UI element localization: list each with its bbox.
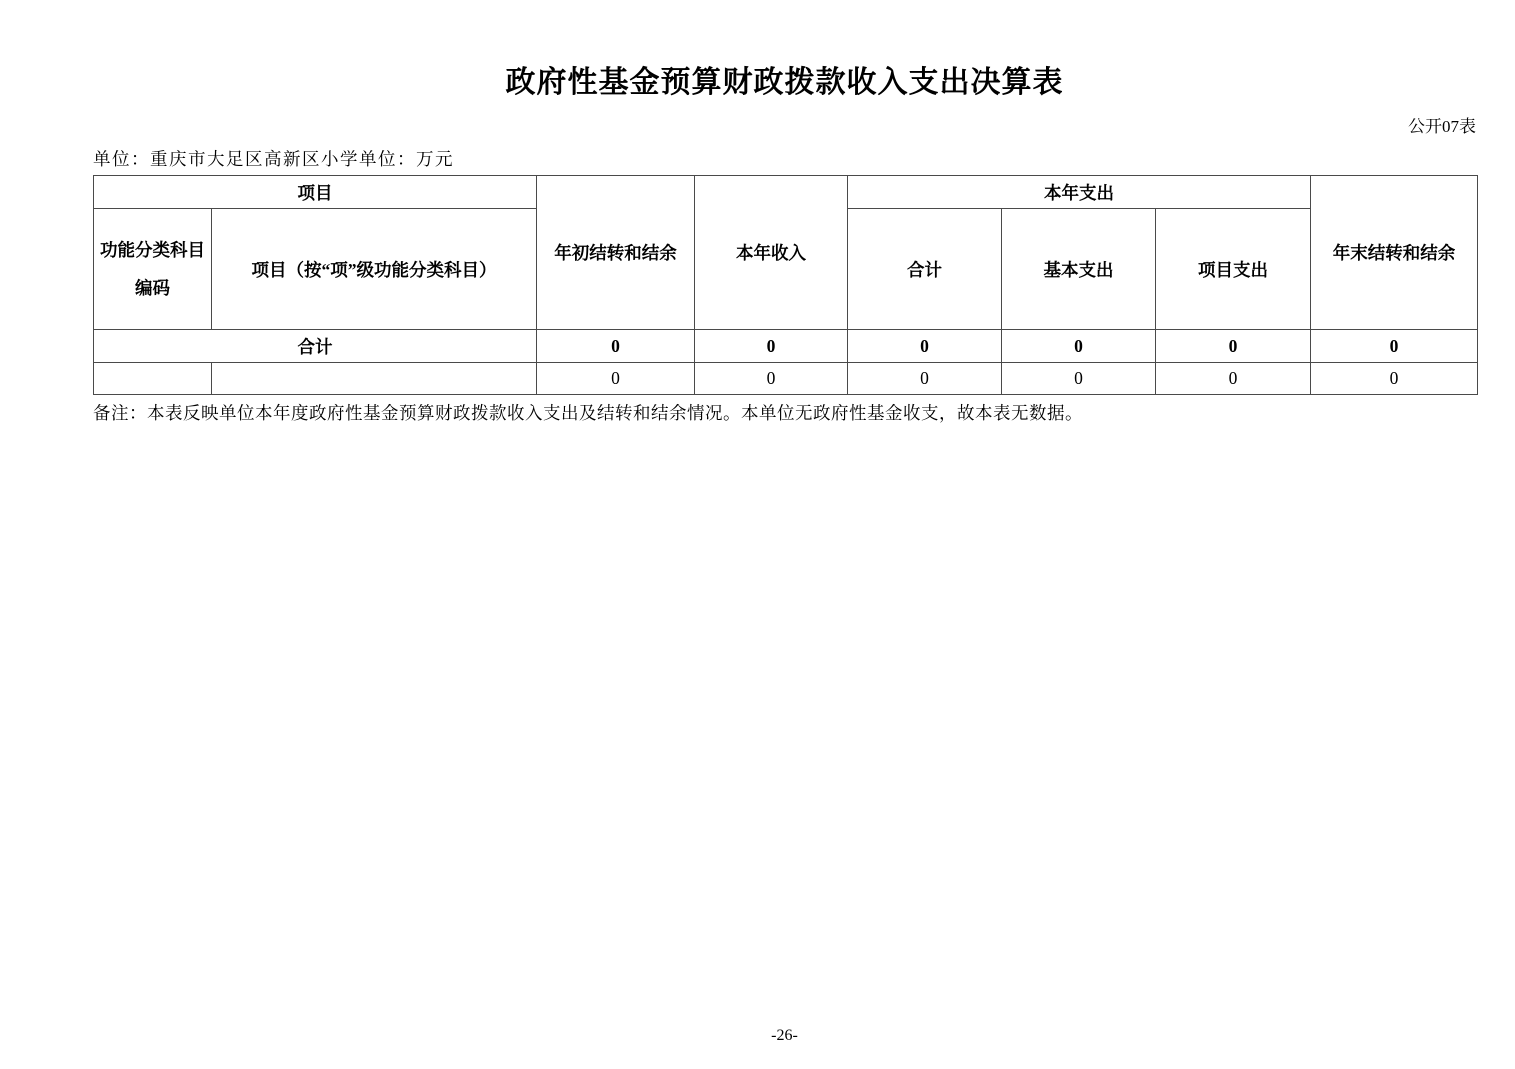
- detail-current-income: 0: [695, 363, 848, 395]
- header-current-expense-group: 本年支出: [848, 176, 1311, 209]
- header-func-code-line2: 编码: [135, 278, 170, 298]
- unit-line: 单位：重庆市大足区高新区小学单位：万元: [93, 149, 454, 169]
- detail-label-cell: [212, 363, 537, 395]
- detail-begin-balance: 0: [537, 363, 695, 395]
- total-row: [94, 330, 1478, 363]
- detail-expense-total: 0: [848, 363, 1002, 395]
- header-func-code-line1: 功能分类科目: [100, 239, 205, 260]
- fund-budget-table: [93, 175, 1478, 395]
- page-number: -26-: [771, 1027, 798, 1044]
- header-project-group: 项目: [94, 176, 537, 209]
- header-begin-balance: 年初结转和结余: [537, 176, 695, 330]
- detail-project-expense: 0: [1156, 363, 1311, 395]
- header-func-code: [94, 209, 212, 330]
- total-basic-expense: 0: [1002, 330, 1156, 363]
- header-project-detail: 项目（按“项”级功能分类科目）: [212, 209, 537, 330]
- detail-end-balance: 0: [1311, 363, 1478, 395]
- total-begin-balance: 0: [537, 330, 695, 363]
- header-project-expense: 项目支出: [1156, 209, 1311, 330]
- total-current-income: 0: [695, 330, 848, 363]
- total-row-label: 合计: [94, 330, 537, 363]
- header-current-income: 本年收入: [695, 176, 848, 330]
- total-project-expense: 0: [1156, 330, 1311, 363]
- page-title: 政府性基金预算财政拨款收入支出决算表: [505, 66, 1064, 99]
- footnote: 备注：本表反映单位本年度政府性基金预算财政拨款收入支出及结转和结余情况。本单位无政府性基金收支，故本表无数据。: [93, 403, 1083, 423]
- header-basic-expense: 基本支出: [1002, 209, 1156, 330]
- total-end-balance: 0: [1311, 330, 1478, 363]
- header-row-1: [94, 176, 1478, 209]
- detail-basic-expense: 0: [1002, 363, 1156, 395]
- detail-code-cell: [94, 363, 212, 395]
- detail-row: [94, 363, 1478, 395]
- form-code-label: 公开07表: [1408, 117, 1476, 136]
- header-expense-total: 合计: [848, 209, 1002, 330]
- total-expense-total: 0: [848, 330, 1002, 363]
- header-end-balance: 年末结转和结余: [1311, 176, 1478, 330]
